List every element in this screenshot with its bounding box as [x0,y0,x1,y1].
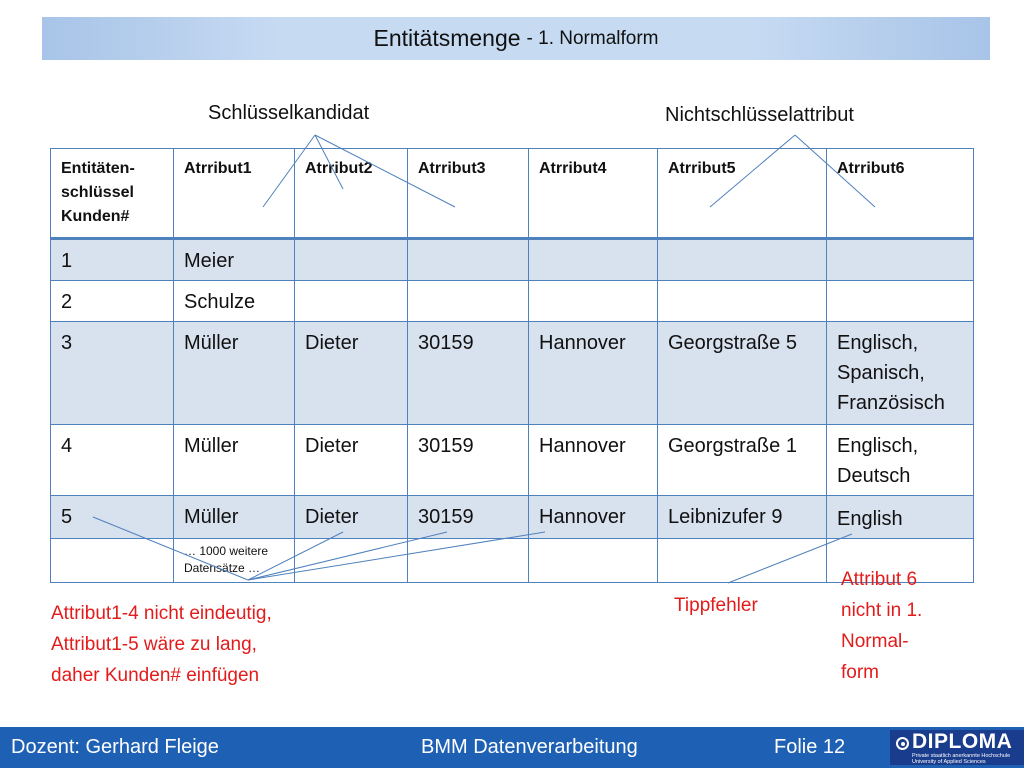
table-cell: 4 [51,425,174,496]
header-attribute-6: Atrribut6 [827,149,974,239]
note-typo: Tippfehler [674,595,758,616]
slide-title: Entitätsmenge [373,25,521,51]
table-cell: Georgstraße 1 [658,425,827,496]
table-cell [51,539,174,583]
table-cell: Müller [174,322,295,425]
table-cell: Müller [174,425,295,496]
table-cell: 30159 [408,496,529,539]
table-row [51,322,974,425]
table-cell: Müller [174,496,295,539]
table-header-row [51,149,974,239]
table-cell [295,281,408,322]
table-cell: Leibnizufer 9 [658,496,827,539]
table-cell: Hannover [529,425,658,496]
table-cell [408,539,529,583]
header-attribute-4: Atrribut4 [529,149,658,239]
header-attribute-3: Atrribut3 [408,149,529,239]
table-cell: Schulze [174,281,295,322]
slide-subtitle: - 1. Normalform [526,27,659,49]
table-cell: 5 [51,496,174,539]
caption-key-candidate: Schlüsselkandidat [208,102,370,124]
table-cell: 1 [51,239,174,281]
table-cell: Hannover [529,496,658,539]
table-cell: Dieter [295,425,408,496]
header-attribute-2: Atrribut2 [295,149,408,239]
table-cell: 3 [51,322,174,425]
table-cell [658,281,827,322]
footer-slide-number: Folie 12 [774,736,846,758]
table-cell: Meier [174,239,295,281]
table-cell [529,281,658,322]
table-row [51,281,974,322]
table-cell [827,239,974,281]
table-row [51,539,974,583]
table-cell: Hannover [529,322,658,425]
header-entity-key: Entitäten- schlüssel Kunden# [51,149,174,239]
slide-title-bar [42,17,990,60]
table-cell: 2 [51,281,174,322]
note-left: Attribut1-4 nicht eindeutig, Attribut1-5 wäre zu lang, daher Kunden# einfügen [51,603,272,686]
table-cell: Georgstraße 5 [658,322,827,425]
logo-emblem-icon [896,737,909,750]
table-row [51,496,974,539]
table-cell: Englisch, Spanisch, Französisch [827,322,974,425]
table-cell [827,281,974,322]
note-right: Attribut 6 nicht in 1. Normal- form [841,569,923,683]
table-cell: Dieter [295,322,408,425]
header-attribute-5: Atrribut5 [658,149,827,239]
entity-table [50,148,974,583]
header-attribute-1: Atrribut1 [174,149,295,239]
table-cell: 30159 [408,425,529,496]
footer-course: BMM Datenverarbeitung [421,736,638,758]
table-cell: Englisch, Deutsch [827,425,974,496]
table-row [51,239,974,281]
table-cell [658,539,827,583]
table-cell: … 1000 weitere Datensätze … [174,539,295,583]
table-cell [658,239,827,281]
table-cell: 30159 [408,322,529,425]
diploma-logo: DIPLOMA Private staatlich anerkannte Hochschule University of Applied Sciences [886,727,1024,768]
table-cell [295,539,408,583]
table-cell [529,539,658,583]
table-cell [295,239,408,281]
table-cell [408,239,529,281]
footer-lecturer: Dozent: Gerhard Fleige [11,736,219,758]
table-cell [529,239,658,281]
table-row [51,425,974,496]
table-cell: English [827,496,974,539]
slide-footer [0,727,886,768]
table-cell [408,281,529,322]
table-cell: Dieter [295,496,408,539]
caption-non-key-attribute: Nichtschlüsselattribut [665,104,854,126]
